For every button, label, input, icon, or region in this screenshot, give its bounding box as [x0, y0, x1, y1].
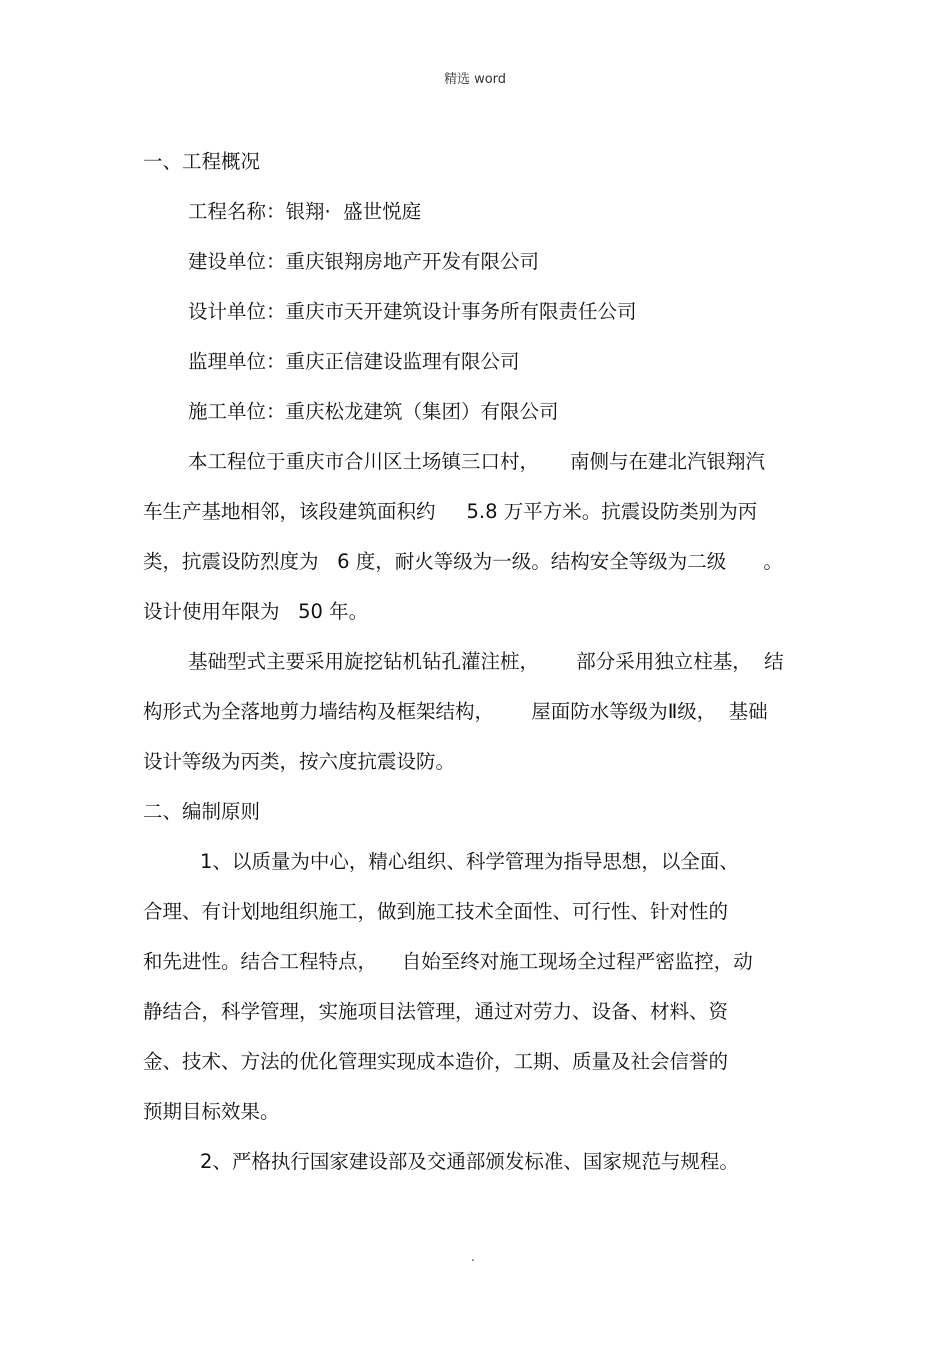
body-text-line: 1、以质量为中心，精心组织、科学管理为指导思想，以全面、 — [200, 850, 739, 873]
body-text-line: 静结合，科学管理，实施项目法管理，通过对劳力、设备、材料、资 — [143, 1000, 729, 1023]
section-heading-overview: 一、工程概况 — [143, 150, 261, 173]
contractor-line: 施工单位：重庆松龙建筑（集团）有限公司 — [188, 400, 559, 423]
body-text-line: 设计使用年限为 50 年。 — [143, 600, 369, 623]
body-text-line: 合理、有计划地组织施工，做到施工技术全面性、可行性、针对性的 — [143, 900, 729, 923]
body-text-line: 预期目标效果。 — [143, 1100, 280, 1123]
page-footer: . — [471, 1250, 475, 1264]
body-text-line: 设计等级为丙类，按六度抗震设防。 — [143, 750, 456, 773]
body-text-line: 类，抗震设防烈度为 6 度，耐火等级为一级。结构安全等级为二级 。 — [143, 550, 783, 573]
body-text-line: 2、严格执行国家建设部及交通部颁发标准、国家规范与规程。 — [200, 1150, 739, 1173]
body-text-line: 车生产基地相邻，该段建筑面积约 5.8 万平方米。抗震设防类别为丙 — [143, 500, 758, 523]
project-name-line: 工程名称：银翔· 盛世悦庭 — [188, 200, 422, 223]
supervisor-line: 监理单位：重庆正信建设监理有限公司 — [188, 350, 520, 373]
body-text-line: 和先进性。结合工程特点， 自始至终对施工现场全过程严密监控，动 — [143, 950, 753, 973]
section-heading-principles: 二、编制原则 — [143, 800, 261, 823]
designer-line: 设计单位：重庆市天开建筑设计事务所有限责任公司 — [188, 300, 637, 323]
body-text-line: 基础型式主要采用旋挖钻机钻孔灌注桩， 部分采用独立柱基， 结 — [188, 650, 784, 673]
body-text-line: 金、技术、方法的优化管理实现成本造价，工期、质量及社会信誉的 — [143, 1050, 729, 1073]
body-text-line: 构形式为全落地剪力墙结构及框架结构， 屋面防水等级为Ⅱ级， 基础 — [143, 700, 768, 723]
page-header: 精选 word — [443, 72, 507, 87]
body-text-line: 本工程位于重庆市合川区土场镇三口村， 南侧与在建北汽银翔汽 — [188, 450, 765, 473]
owner-line: 建设单位：重庆银翔房地产开发有限公司 — [188, 250, 540, 273]
